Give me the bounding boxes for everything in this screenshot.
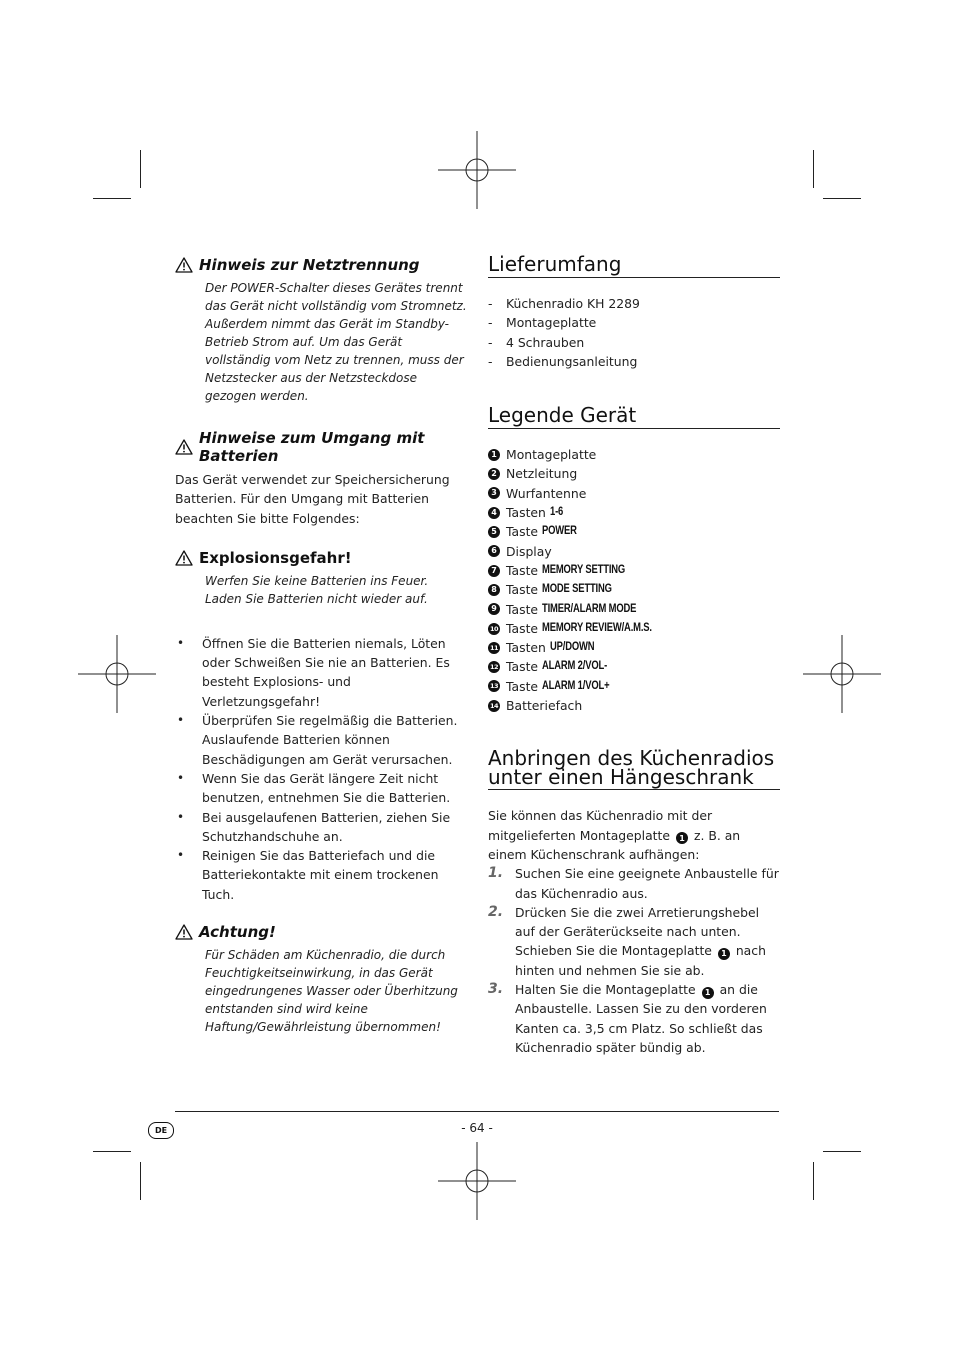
list-item: - Küchenradio KH 2289 [488,294,780,313]
crop-mark [813,1162,814,1200]
body-text: Das Gerät verwendet zur Speichersicherung Batterien. Für den Umgang mit Batterien beachten Sie bitte Folgendes: [175,472,450,526]
warning-heading [175,429,467,465]
reference-number-icon: 1 [718,948,730,960]
warning-triangle-icon [175,924,193,940]
registration-mark-top [438,131,516,209]
button-key-label: UP/DOWN [549,641,595,654]
legend-label: Netzleitung [506,466,578,482]
reference-number-icon: 1 [702,987,714,999]
step-number: 1. [488,865,504,882]
title-line: unter einen Hängeschrank [488,765,754,790]
button-key-label: ALARM 1/VOL+ [542,679,610,692]
heading-text: Hinweise zum Umgang mit Batterien [199,429,425,465]
list-item: • Überprüfen Sie regelmäßig die Batterien. Auslaufende Batterien können Beschädigungen am Gerät verursachen. [175,711,467,769]
note-text: Für Schäden am Küchenradio, die durch Feuchtigkeitseinwirkung, in das Gerät eingedrungenes Wasser oder Überhitzung entstanden sind wird keine Haftung/Gewährleistung übernommen! [205,948,458,1035]
legend-label: Taste [506,620,539,636]
crop-mark [140,1162,141,1200]
number-circle-icon: 2 [488,468,500,480]
legend-item [488,638,780,657]
step-text: nach hinten und nehmen Sie sie ab. [515,943,766,978]
legend-list [488,445,780,715]
battery-bullet-list [175,634,467,904]
legend-item [488,522,780,541]
legend-label: Batteriefach [506,698,583,714]
step-text: Halten Sie die Montageplatte [515,982,696,998]
number-circle-icon: 14 [489,701,499,710]
section-title-lieferumfang: Lieferumfang [488,253,780,278]
button-key-label: MEMORY REVIEW/A.M.S. [542,621,652,634]
note-text: Der POWER-Schalter dieses Gerätes trennt das Gerät nicht vollständig vom Stromnetz. Außerdem nimmt das Gerät im Standby-Betrieb Strom auf. Um das Gerät vollständig vom Netz zu trennen, muss der Netzstecker aus der Netzsteckdose gezogen werden. [205,281,467,403]
page-number: - 64 - [461,1121,493,1135]
legend-item [488,542,780,561]
crop-mark [93,198,131,199]
title-line: Anbringen des Küchenradios [488,746,775,771]
footer-divider [175,1111,779,1112]
number-circle-icon: 12 [489,663,499,672]
list-item: • Reinigen Sie das Batteriefach und die Batteriekontakte mit einem trockenen Tuch. [175,846,467,904]
number-circle-icon: 3 [488,487,500,499]
button-key-label: ALARM 2/VOL- [542,660,608,673]
steps-list [488,864,780,1057]
step-item [488,864,780,903]
crop-mark [93,1151,131,1152]
legend-label: Taste [506,524,539,540]
legend-label: Taste [506,601,539,617]
legend-label: Montageplatte [506,447,597,463]
right-column [488,253,780,1057]
step-item [488,903,780,980]
legend-label: Tasten [506,640,546,656]
left-column [175,256,467,1057]
step-item [488,980,780,1057]
legend-label: Taste [506,659,539,675]
crop-mark [823,1151,861,1152]
step-number: 3. [488,981,504,998]
list-item: - Montageplatte [488,313,780,332]
number-circle-icon: 7 [488,565,500,577]
warning-triangle-icon [175,550,193,566]
legend-label: Taste [506,582,539,598]
crop-mark [813,150,814,188]
number-circle-icon: 11 [489,643,499,652]
section-achtung [175,923,467,1036]
reference-number-icon: 1 [676,832,688,844]
legend-label: Tasten [506,505,546,521]
legend-item [488,484,780,503]
legend-item [488,677,780,696]
button-key-label: 1-6 [549,506,564,519]
number-circle-icon: 13 [489,682,499,691]
crop-mark [140,150,141,188]
delivery-list [488,294,780,371]
heading-text: Hinweis zur Netztrennung [199,256,420,274]
number-circle-icon: 4 [488,507,500,519]
registration-mark-bottom [438,1142,516,1220]
number-circle-icon: 1 [488,449,500,461]
legend-label: Display [506,543,552,559]
section-hinweis-netztrennung [175,256,467,405]
section-explosionsgefahr [175,549,467,608]
button-key-label: TIMER/ALARM MODE [542,602,637,615]
heading-text: Explosionsgefahr! [199,548,352,567]
legend-item [488,696,780,715]
legend-item [488,445,780,464]
warning-triangle-icon [175,439,193,455]
list-item: • Bei ausgelaufenen Batterien, ziehen Sie Schutzhandschuhe an. [175,808,467,847]
language-badge: DE [148,1122,174,1139]
button-key-label: MODE SETTING [542,583,612,596]
section-title-legende: Legende Gerät [488,404,780,429]
note-text: Werfen Sie keine Batterien ins Feuer. Laden Sie Batterien nicht wieder auf. [205,573,429,606]
section-title-anbringen [488,746,780,790]
legend-item [488,657,780,676]
legend-label: Taste [506,562,539,578]
step-number: 2. [488,903,504,920]
list-item: • Öffnen Sie die Batterien niemals, Löten oder Schweißen Sie nie an Batterien. Es besteht Explosions- und Verletzungsgefahr! [175,634,467,711]
number-circle-icon: 5 [488,526,500,538]
registration-mark-right [803,635,881,713]
step-text: Suchen Sie eine geeignete Anbaustelle für das Küchenradio aus. [515,866,779,901]
legend-item [488,600,780,619]
step-text: an die Anbaustelle. Lassen Sie zu den vorderen Kanten ca. 3,5 cm Platz. So schließt das Küchenradio später bündig ab. [515,982,767,1055]
number-circle-icon: 8 [488,584,500,596]
number-circle-icon: 10 [489,624,499,633]
legend-label: Wurfantenne [506,485,587,501]
list-item: - Bedienungsanleitung [488,352,780,371]
number-circle-icon: 6 [488,545,500,557]
step-text: Drücken Sie die zwei Arretierungshebel auf der Geräterückseite nach unten. Schieben Sie die Montageplatte [515,904,760,959]
intro-text [488,806,780,864]
crop-mark [823,198,861,199]
button-key-label: POWER [542,525,577,538]
legend-item [488,464,780,483]
section-hinweise-batterien [175,429,467,528]
legend-item [488,619,780,638]
button-key-label: MEMORY SETTING [542,563,626,576]
list-item: • Wenn Sie das Gerät längere Zeit nicht benutzen, entnehmen Sie die Batterien. [175,769,467,808]
warning-triangle-icon [175,257,193,273]
legend-item [488,561,780,580]
list-item: - 4 Schrauben [488,333,780,352]
number-circle-icon: 9 [488,603,500,615]
warning-heading [175,549,467,567]
legend-item [488,503,780,522]
legend-item [488,580,780,599]
legend-label: Taste [506,678,539,694]
text-part: z. B. an einem Küchenschrank aufhängen: [488,827,741,862]
heading-text: Achtung! [199,923,276,942]
warning-heading [175,256,467,274]
warning-heading [175,923,467,941]
text-part: Sie können das Küchenradio mit der mitgelieferten Montageplatte [488,808,713,843]
registration-mark-left [78,635,156,713]
